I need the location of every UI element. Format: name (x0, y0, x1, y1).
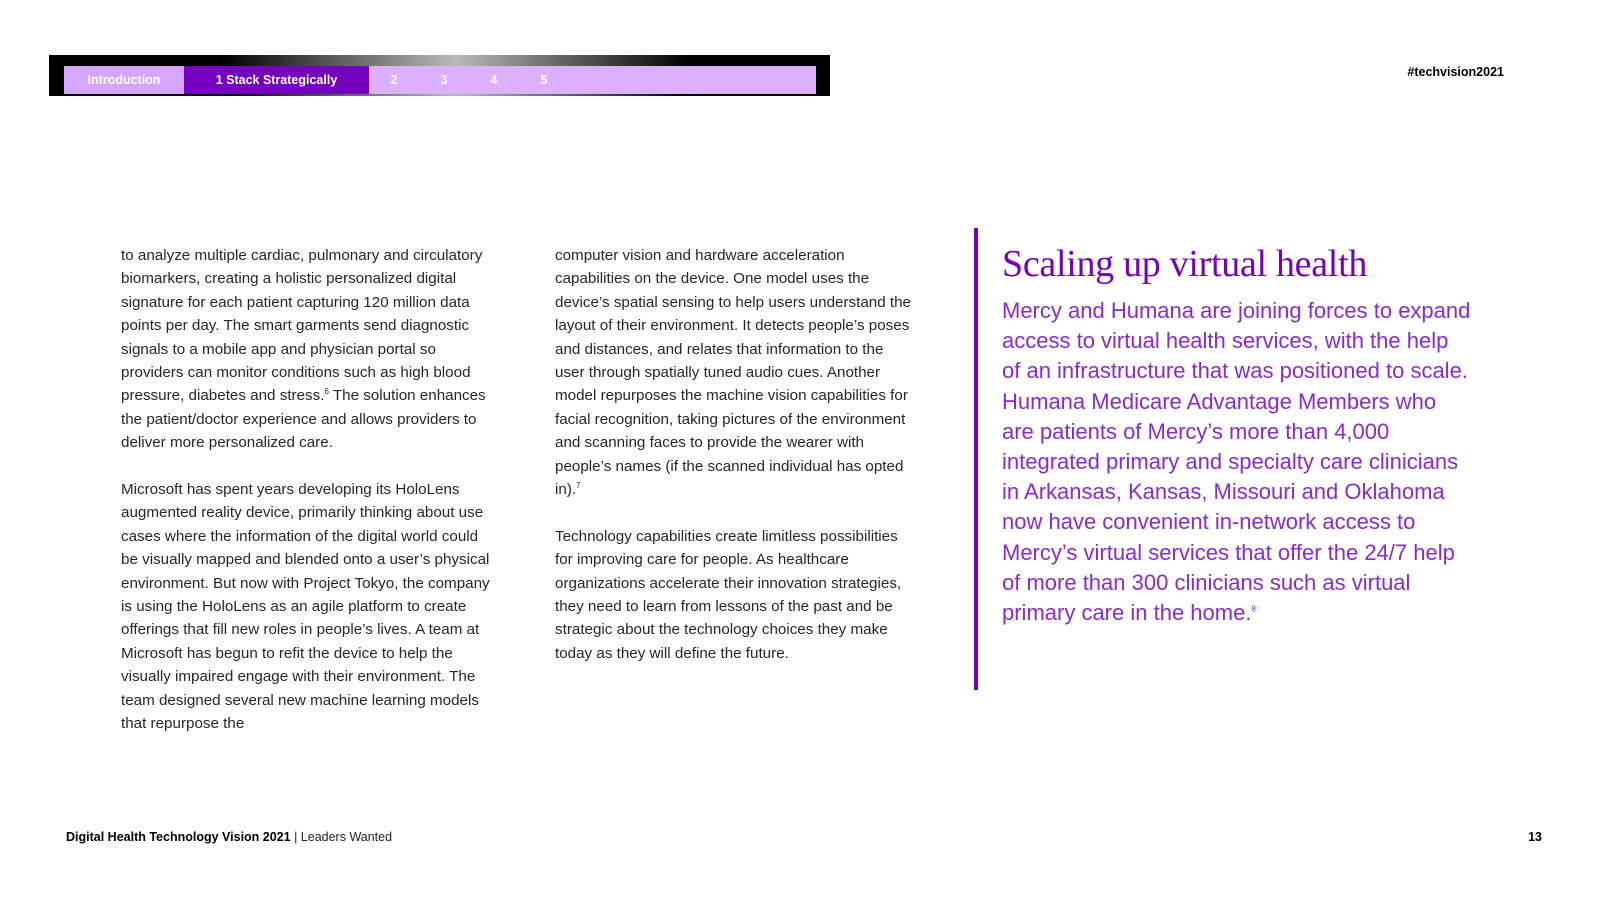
nav-tab-3[interactable]: 3 (440, 73, 448, 87)
footer-subtitle: Leaders Wanted (300, 830, 393, 844)
footer (66, 830, 392, 844)
nav-tab-5[interactable]: 5 (540, 73, 548, 87)
footnote-ref[interactable]: 8 (1251, 604, 1256, 614)
footer-title: Digital Health Technology Vision 2021 (66, 830, 291, 844)
nav-tab-2[interactable]: 2 (390, 73, 398, 87)
callout-title: Scaling up virtual health (1002, 243, 1368, 285)
paragraph-text: The solution enhances the patient/doctor experience and allows providers to deliver more personalized care. (121, 387, 486, 452)
callout-body (1002, 296, 1472, 628)
section-nav-frame (49, 55, 830, 96)
nav-tab-stack-strategically[interactable]: 1 Stack Strategically (184, 66, 369, 94)
footnote-ref[interactable]: 6 (324, 387, 329, 397)
paragraph: Technology capabilities create limitless possibilities for improving care for people. As healthcare organizations accelerate their innovation strategies, they need to learn from lessons of the past and be strategic about the technology choices they make today as they will define the future. (555, 527, 902, 662)
callout-box (974, 228, 1472, 690)
hashtag: #techvision2021 (1407, 65, 1504, 79)
paragraph-text: computer vision and hardware acceleration capabilities on the device. One model uses the device’s spatial sensing to help users understand the layout of their environment. It detects people’s poses and distances, and relates that information to the user through spatially tuned audio cues. Another model repurposes the machine vision capabilities for facial recognition, taking pictures of the environment and scanning faces to provide the wearer with people’s names (if the scanned individual has opted in). (555, 247, 912, 499)
paragraph-text: to analyze multiple cardiac, pulmonary and circulatory biomarkers, creating a holistic personalized digital signature for each patient capturing 120 million data points per day. The smart garments send diagnostic signals to a mobile app and physician portal so providers can monitor conditions such as high blood pressure, diabetes and stress. (121, 247, 483, 405)
body-column-left (121, 244, 497, 759)
paragraph (121, 244, 497, 455)
nav-tab-introduction[interactable]: Introduction (64, 66, 184, 94)
section-nav (64, 66, 816, 94)
paragraph: Microsoft has spent years developing its HoloLens augmented reality device, primarily thinking about use cases where the information of the digital world could be visually mapped and blended onto a user’s physical environment. But now with Project Tokyo, the company is using the HoloLens as an agile platform to create offerings that fill new roles in people’s lives. A team at Microsoft has begun to refit the device to help the visually impaired engage with their environment. The team designed several new machine learning models that repurpose the (121, 481, 490, 733)
nav-tab-4[interactable]: 4 (490, 73, 498, 87)
footnote-ref[interactable]: 7 (576, 481, 581, 490)
callout-text: Mercy and Humana are joining forces to expand access to virtual health services, with the help of an infrastructure that was positioned to scale. Humana Medicare Advantage Members who are patients of Mercy’s more than 4,000 integrated primary and specialty care clinicians in Arkansas, Kansas, Missouri and Oklahoma now have convenient in-network access to Mercy’s virtual services that offer the 24/7 help of more than 300 clinicians such as virtual primary care in the home. (1002, 298, 1471, 626)
footer-separator: | (290, 830, 301, 844)
paragraph (555, 244, 915, 501)
body-column-middle (555, 244, 915, 689)
page-number: 13 (1528, 830, 1542, 844)
